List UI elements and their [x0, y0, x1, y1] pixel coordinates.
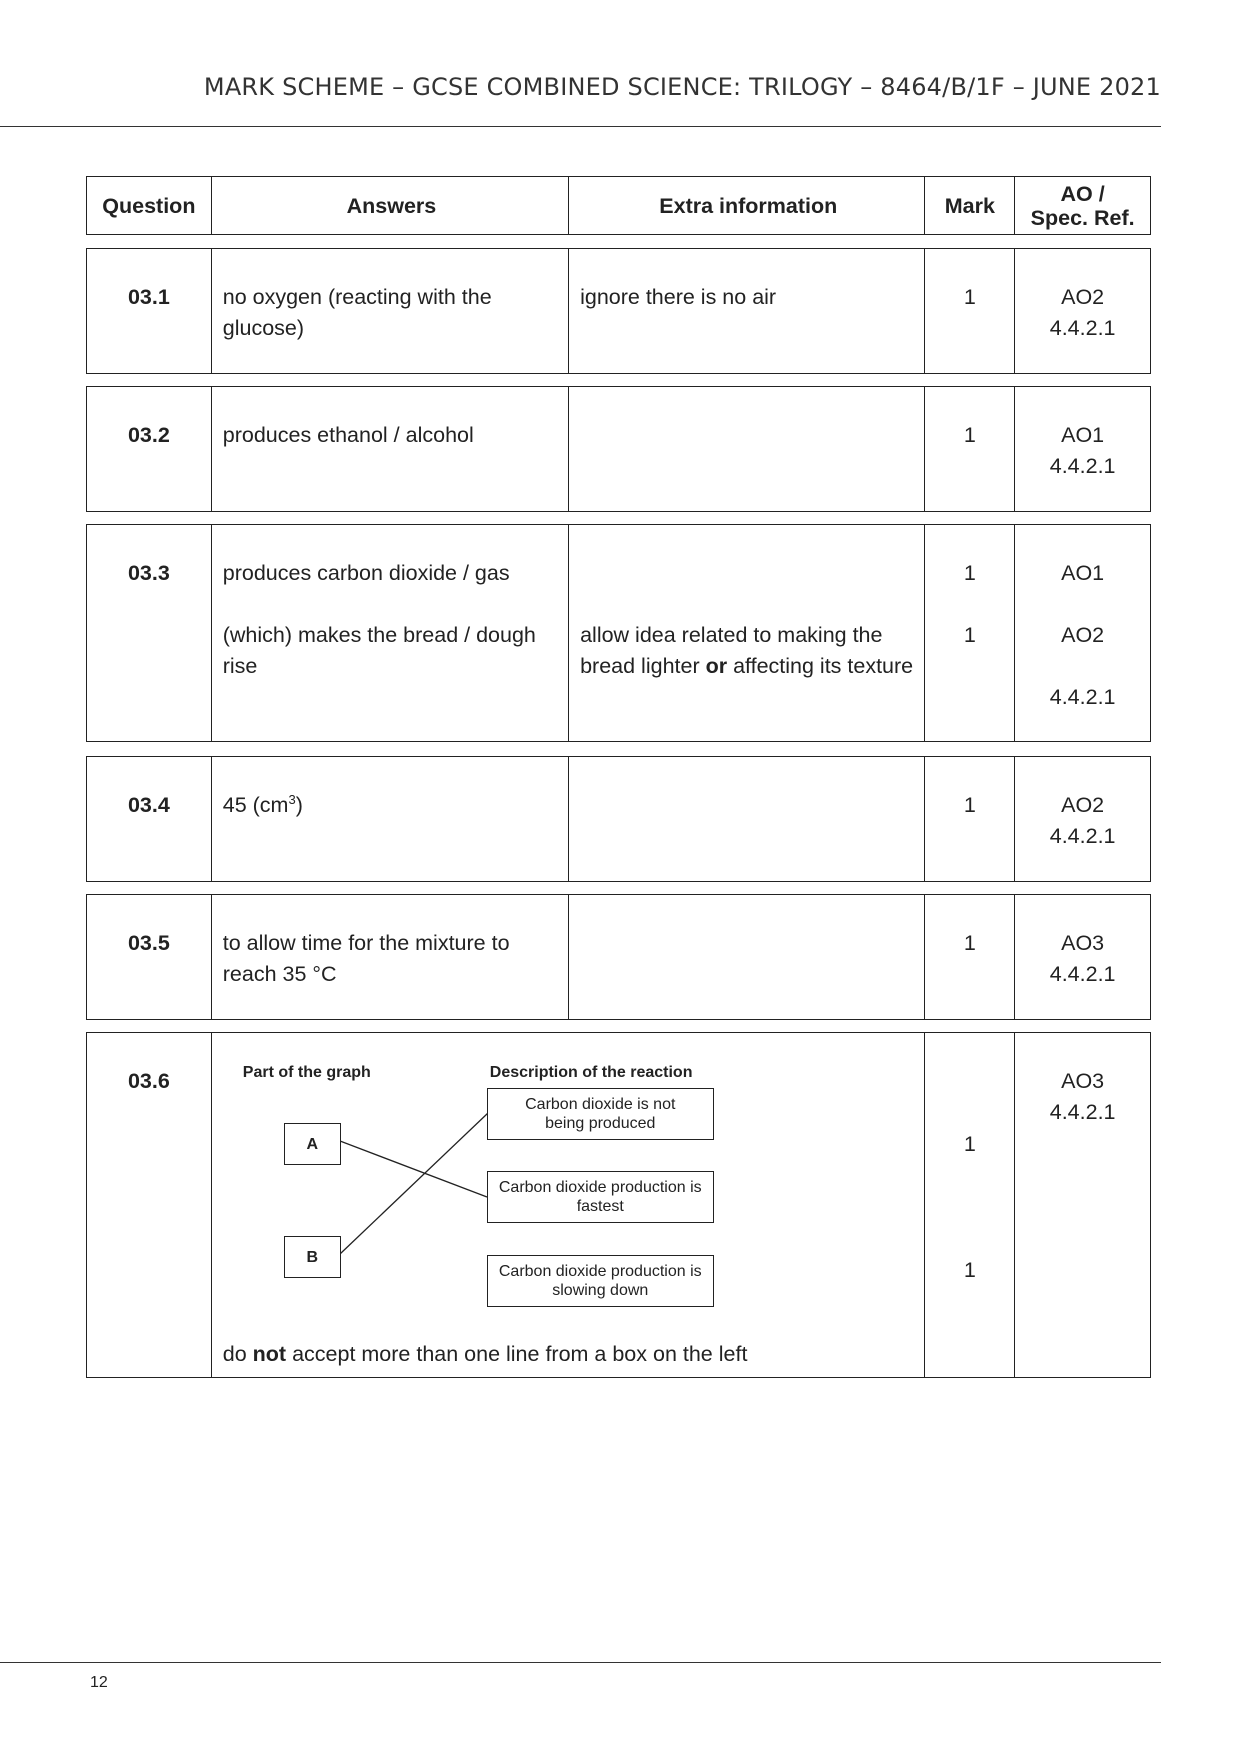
- col-extra-header: Extra information: [568, 177, 924, 234]
- answer-text-part: ): [295, 793, 303, 817]
- mark-cell: [924, 525, 1014, 741]
- page-number: 12: [90, 1674, 108, 1691]
- spec-ref: 4.4.2.1: [1049, 1100, 1116, 1124]
- mark-value-2: 1: [963, 1258, 976, 1282]
- ao-code-1: AO1: [1061, 561, 1105, 585]
- ao-ref: [1014, 387, 1150, 511]
- ao-code: AO2: [1061, 285, 1105, 309]
- answer-text-1: produces carbon dioxide / gas: [222, 561, 510, 585]
- ao-ref: [1014, 249, 1150, 373]
- answer-text: no oxygen (reacting with the glucose): [211, 249, 568, 373]
- answer-text: produces ethanol / alcohol: [211, 387, 568, 511]
- table-row-03-5: [86, 894, 1151, 1020]
- extra-info: [568, 387, 924, 511]
- spec-ref: 4.4.2.1: [1049, 962, 1116, 986]
- extra-info-text: [580, 620, 916, 682]
- answer-text-part: 45 (cm: [222, 793, 289, 817]
- ao-code: AO3: [1061, 1069, 1105, 1093]
- right-heading: Description of the reaction: [489, 1064, 693, 1081]
- answer-text: to allow time for the mixture to reach 35 °C: [211, 895, 568, 1019]
- box-a: A: [284, 1123, 341, 1165]
- ao-code: AO2: [1061, 793, 1105, 817]
- mark-value: 1: [924, 757, 1014, 881]
- note-bold: not: [252, 1342, 287, 1366]
- box-b: B: [284, 1236, 341, 1278]
- spec-ref: 4.4.2.1: [1049, 316, 1116, 340]
- box-not-produced: Carbon dioxide is not being produced: [487, 1088, 714, 1140]
- question-number: 03.2: [127, 423, 170, 447]
- col-mark-header: Mark: [924, 177, 1014, 234]
- question-number: 03.6: [127, 1069, 170, 1093]
- mark-value: 1: [924, 249, 1014, 373]
- footer-rule: [0, 1662, 1161, 1663]
- question-number: 03.5: [127, 931, 170, 955]
- box-slowing-down: Carbon dioxide production is slowing down: [487, 1255, 714, 1307]
- matching-note: [223, 1339, 748, 1370]
- question-number: 03.4: [127, 793, 170, 817]
- ao-code-2: AO2: [1061, 623, 1105, 647]
- col-question-header: Question: [102, 193, 196, 218]
- extra-info: ignore there is no air: [568, 249, 924, 373]
- col-answers-header: Answers: [211, 177, 568, 234]
- table-row-03-1: [86, 248, 1151, 374]
- table-row-03-3: [86, 524, 1151, 742]
- question-number: 03.1: [127, 285, 170, 309]
- line-b-to-not-produced: [340, 1113, 488, 1254]
- ao-ref: [1014, 1033, 1150, 1377]
- mark-value-1: 1: [963, 1132, 976, 1156]
- extra-info: [568, 895, 924, 1019]
- ao-code: AO3: [1061, 931, 1105, 955]
- extra-text-part: affecting its texture: [727, 654, 914, 678]
- spec-ref: 4.4.2.1: [1049, 685, 1116, 709]
- answer-diagram-cell: [211, 1033, 925, 1377]
- table-header-row: [86, 176, 1151, 235]
- table-row-03-6: [86, 1032, 1151, 1378]
- page-header: MARK SCHEME – GCSE COMBINED SCIENCE: TRILOGY – 8464/B/1F – JUNE 2021: [203, 73, 1161, 101]
- spec-ref: 4.4.2.1: [1049, 824, 1116, 848]
- table-row-03-4: [86, 756, 1151, 882]
- mark-cell: [924, 1033, 1014, 1377]
- note-part: accept more than one line from a box on the left: [286, 1342, 748, 1366]
- matching-diagram: [212, 1057, 712, 1357]
- extra-info: [568, 757, 924, 881]
- table-row-03-2: [86, 386, 1151, 512]
- extra-text-part: allow idea related to making the bread lighter: [580, 623, 883, 678]
- box-fastest: Carbon dioxide production is fastest: [487, 1171, 714, 1223]
- extra-info: [568, 525, 924, 741]
- line-a-to-fastest: [340, 1141, 487, 1197]
- mark-value-2: 1: [963, 623, 976, 647]
- mark-value-1: 1: [963, 561, 976, 585]
- ao-ref: [1014, 895, 1150, 1019]
- answer-text-2: (which) makes the bread / dough rise: [222, 623, 536, 678]
- answer-text: [211, 757, 568, 881]
- mark-value: 1: [924, 895, 1014, 1019]
- ao-ref: [1014, 525, 1150, 741]
- superscript: 3: [288, 791, 296, 807]
- question-number: 03.3: [127, 561, 170, 585]
- answer-cell: [211, 525, 568, 741]
- left-heading: Part of the graph: [242, 1064, 371, 1081]
- ao-ref: [1014, 757, 1150, 881]
- col-ao-header: AO / Spec. Ref.: [1014, 177, 1150, 234]
- ao-code: AO1: [1061, 423, 1105, 447]
- note-part: do: [222, 1342, 253, 1366]
- header-rule: [0, 126, 1161, 127]
- mark-value: 1: [924, 387, 1014, 511]
- spec-ref: 4.4.2.1: [1049, 454, 1116, 478]
- extra-text-bold: or: [705, 654, 728, 678]
